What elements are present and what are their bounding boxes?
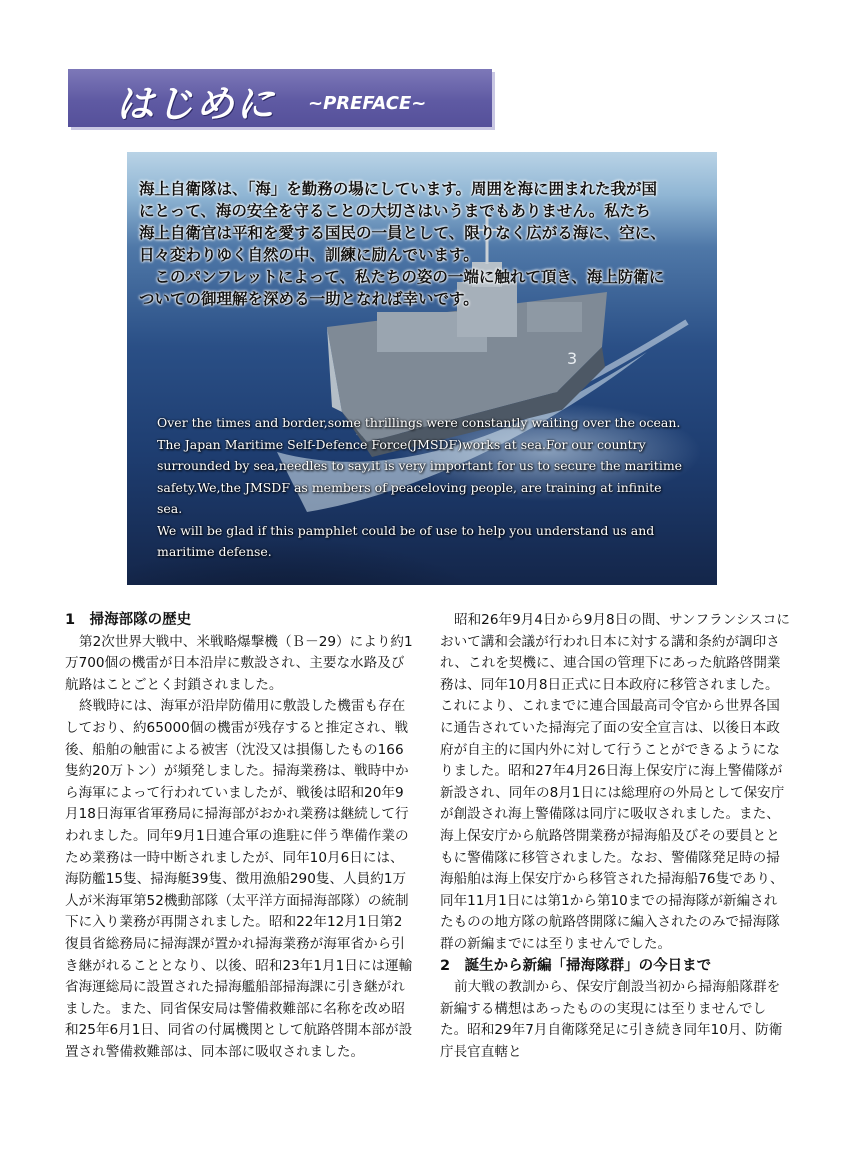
section-2-paragraph-1: 前大戦の教訓から、保安庁創設当初から掃海船隊群を新編する構想はあったものの実現には至りませんでした。昭和29年7月自衛隊発足に引き続き同年10月、防衛庁長官直轄と	[440, 979, 783, 1060]
ship-photo	[127, 152, 717, 585]
section-1-heading: 1 掃海部隊の歴史	[65, 612, 192, 628]
japanese-intro-paragraph-1: 海上自衛隊は、「海」を勤務の場にしています。周囲を海に囲まれた我が国 にとって、海の安全を守ることの大切さはいうまでもありません。私たち 海上自衛官は平和を愛する国民の一員として、限りなく広がる海に、空に、 日々変わりゆく自然の中、訓練に励んでいます。	[139, 180, 666, 264]
section-1-paragraph-2: 終戦時には、海軍が沿岸防備用に敷設した機雷も存在しており、約65000個の機雷が残存すると推定され、戦後、船舶の触雷による被害（沈没又は損傷したもの166隻約20万トン）が頻発しました。掃海業務は、戦時中から海軍によって行われていましたが、戦後は昭和20年9月18日海軍省軍務局に掃海部がおかれ業務は継続して行われました。同年9月1日連合軍の進駐に伴う準備作業のため業務は一時中断されましたが、同年10月6日には、海防艦15隻、掃海艇39隻、徴用漁船290隻、人員約1万人が米海軍第52機動部隊（太平洋方面掃海部隊）の統制下に入り業務が再開されました。昭和22年12月1日第2復員省総務局に掃海課が置かれ掃海業務が海軍省から引き継がれることとなり、以後、昭和23年1月1日には運輸省海運総局に設置された掃海艦船部掃海課に引き継がれました。また、同省保安局は警備救難部に名称を改め昭和25年6月1日、同省の付属機関として航路啓開本部が設置され警備救難部は、同本部に吸収されました。	[65, 698, 413, 1060]
japanese-intro-paragraph-2: このパンフレットによって、私たちの姿の一端に触れて頂き、海上防衛に ついての御理解を深める一助となれば幸いです。	[139, 268, 665, 308]
section-2-heading: 2 誕生から新編「掃海隊群」の今日まで	[440, 957, 712, 974]
section-1-paragraph-3: 昭和26年9月4日から9月8日の間、サンフランシスコにおいて講和会議が行われ日本に対する講和条約が調印され、これを契機に、連合国の管理下にあった航路啓開業務は、同年10月8日正式に日本政府に移管されました。これにより、これまでに連合国最高司令官から世界各国に通告されていた掃海完了面の安全宣言は、以後日本政府が自主的に国内外に対して行うことができるようになりました。昭和27年4月26日海上保安庁に海上警備隊が新設され、同年の8月1日には総理府の外局として保安庁が創設され海上警備隊は同庁に吸収されました。また、海上保安庁から航路啓開業務が掃海船及びその要員とともに警備隊に移管されました。なお、警備隊発足時の掃海船舶は海上保安庁から移管された掃海船76隻であり、同年11月1日には第1から第10までの掃海隊が新編されたものの地方隊の航路啓開隊に編入されたのみで掃海隊群の新編までには至りませんでした。	[440, 612, 790, 952]
page-title: はじめに	[116, 82, 277, 126]
title-banner	[68, 69, 492, 127]
english-intro-paragraph-2: We will be glad if this pamphlet could be of use to help you understand us and maritime defense.	[157, 522, 655, 559]
page-subtitle: ~PREFACE~	[308, 93, 427, 114]
left-column	[65, 610, 415, 1063]
section-1-paragraph-1: 第2次世界大戦中、米戦略爆撃機（Ｂ－29）により約1万700個の機雷が日本沿岸に敷設され、主要な水路及び航路はことごとく封鎖されました。	[65, 633, 413, 693]
english-intro-paragraph-1: Over the times and border,some thrillings were constantly waiting over the ocean. The Japan Maritime Self-Defence Force(JMSDF)works at sea.For our country surrounded by sea,needles to say,it is very important for us to secure the maritime safety.We,the JMSDF as members of peaceloving people, are training at infinite sea.	[157, 415, 683, 516]
english-intro	[157, 412, 702, 563]
svg-text:3: 3	[567, 349, 578, 368]
right-column	[440, 610, 790, 1063]
japanese-intro	[139, 178, 709, 310]
